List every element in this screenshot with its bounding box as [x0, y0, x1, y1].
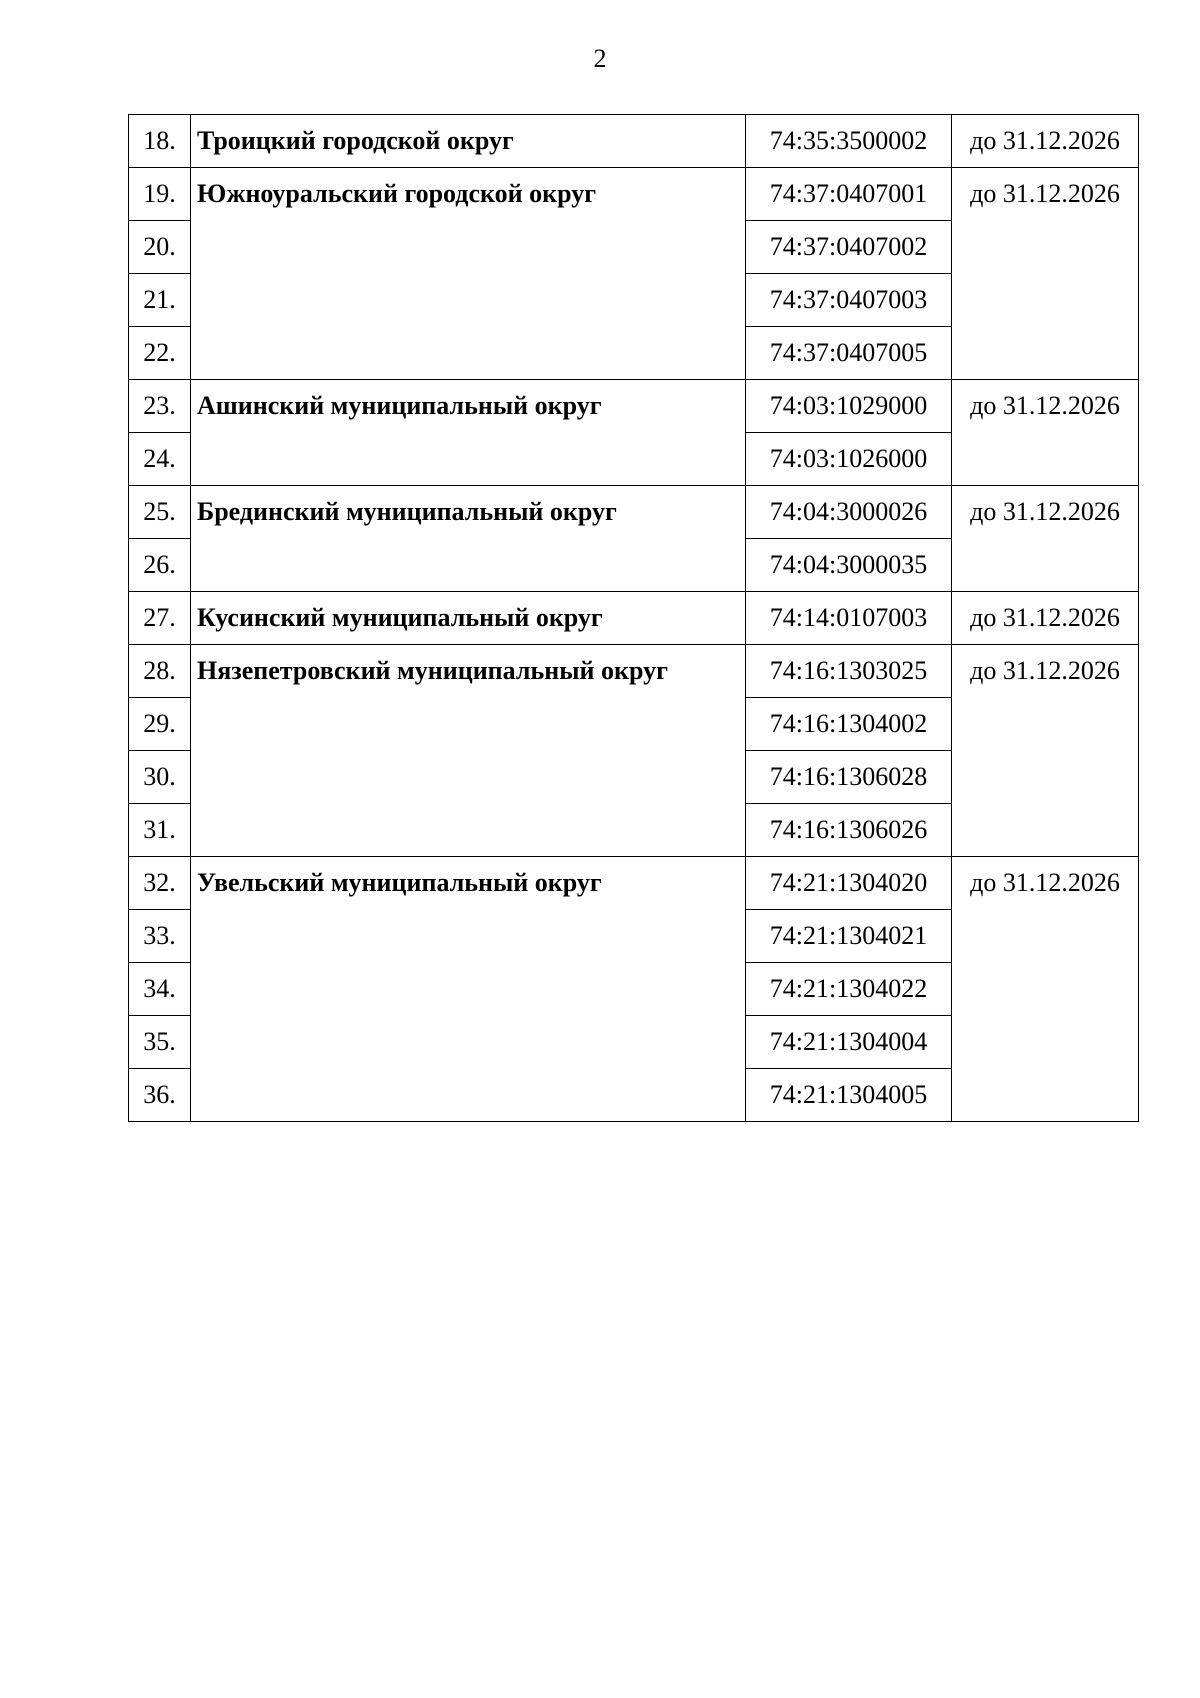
cadastral-number: 74:16:1306026 [746, 804, 952, 857]
row-number: 22. [129, 327, 191, 380]
cadastral-number: 74:14:0107003 [746, 592, 952, 645]
cadastral-number: 74:37:0407003 [746, 274, 952, 327]
row-number: 36. [129, 1069, 191, 1122]
term-date: до 31.12.2026 [952, 168, 1139, 380]
municipality-name: Увельский муниципальный округ [191, 857, 746, 1122]
cadastral-number: 74:37:0407005 [746, 327, 952, 380]
row-number: 25. [129, 486, 191, 539]
table-row [129, 486, 1139, 539]
cadastral-number: 74:21:1304004 [746, 1016, 952, 1069]
cadastral-number: 74:04:3000035 [746, 539, 952, 592]
cadastral-quarters-table [128, 114, 1139, 1122]
municipality-name: Ашинский муниципальный округ [191, 380, 746, 486]
row-number: 30. [129, 751, 191, 804]
cadastral-number: 74:16:1304002 [746, 698, 952, 751]
municipality-name: Троицкий городской округ [191, 115, 746, 168]
row-number: 20. [129, 221, 191, 274]
cadastral-number: 74:16:1303025 [746, 645, 952, 698]
table-row [129, 592, 1139, 645]
row-number: 18. [129, 115, 191, 168]
row-number: 33. [129, 910, 191, 963]
row-number: 28. [129, 645, 191, 698]
row-number: 27. [129, 592, 191, 645]
row-number: 35. [129, 1016, 191, 1069]
row-number: 24. [129, 433, 191, 486]
municipality-name: Нязепетровский муниципальный округ [191, 645, 746, 857]
row-number: 29. [129, 698, 191, 751]
cadastral-number: 74:03:1029000 [746, 380, 952, 433]
table-row [129, 115, 1139, 168]
row-number: 19. [129, 168, 191, 221]
cadastral-number: 74:35:3500002 [746, 115, 952, 168]
term-date: до 31.12.2026 [952, 645, 1139, 857]
row-number: 34. [129, 963, 191, 1016]
cadastral-number: 74:37:0407002 [746, 221, 952, 274]
table-row [129, 168, 1139, 221]
row-number: 32. [129, 857, 191, 910]
table-row [129, 380, 1139, 433]
row-number: 23. [129, 380, 191, 433]
municipality-name: Кусинский муниципальный округ [191, 592, 746, 645]
municipality-name: Брединский муниципальный округ [191, 486, 746, 592]
term-date: до 31.12.2026 [952, 592, 1139, 645]
row-number: 26. [129, 539, 191, 592]
term-date: до 31.12.2026 [952, 115, 1139, 168]
term-date: до 31.12.2026 [952, 857, 1139, 1122]
page-number: 2 [593, 44, 607, 73]
cadastral-number: 74:16:1306028 [746, 751, 952, 804]
table-row [129, 645, 1139, 698]
term-date: до 31.12.2026 [952, 486, 1139, 592]
cadastral-number: 74:21:1304022 [746, 963, 952, 1016]
municipality-name: Южноуральский городской округ [191, 168, 746, 380]
cadastral-number: 74:21:1304020 [746, 857, 952, 910]
term-date: до 31.12.2026 [952, 380, 1139, 486]
table-row [129, 857, 1139, 910]
cadastral-number: 74:03:1026000 [746, 433, 952, 486]
row-number: 31. [129, 804, 191, 857]
cadastral-number: 74:04:3000026 [746, 486, 952, 539]
row-number: 21. [129, 274, 191, 327]
cadastral-number: 74:37:0407001 [746, 168, 952, 221]
cadastral-number: 74:21:1304005 [746, 1069, 952, 1122]
table-body [129, 115, 1139, 1122]
cadastral-number: 74:21:1304021 [746, 910, 952, 963]
